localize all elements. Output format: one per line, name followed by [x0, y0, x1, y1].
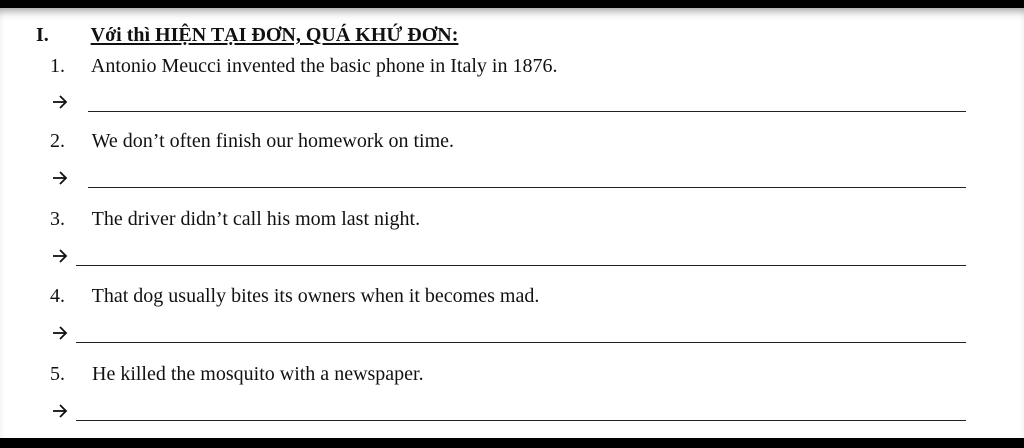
- answer-line-4: [50, 323, 966, 349]
- item-sentence: We don’t often finish our homework on time.: [91, 130, 455, 152]
- item-sentence: He killed the mosquito with a newspaper.: [92, 363, 424, 385]
- section-number: I.: [36, 24, 49, 46]
- exercise-item-4: [50, 285, 539, 308]
- item-number: 4.: [50, 285, 65, 307]
- answer-line-1: [50, 92, 966, 118]
- exercise-item-3: [50, 208, 420, 231]
- exercise-item-2: [50, 130, 454, 153]
- item-number: 3.: [50, 208, 65, 230]
- right-arrow-icon: [50, 401, 70, 421]
- section-heading: [36, 24, 458, 47]
- item-number: 1.: [50, 55, 65, 77]
- answer-line-2: [50, 168, 966, 194]
- answer-blank[interactable]: [88, 111, 966, 112]
- right-arrow-icon: [50, 92, 70, 112]
- answer-blank[interactable]: [76, 342, 966, 343]
- answer-blank[interactable]: [88, 187, 966, 188]
- answer-line-3: [50, 246, 966, 272]
- right-arrow-icon: [50, 246, 70, 266]
- worksheet-page: [0, 8, 1024, 438]
- item-sentence: The driver didn’t call his mom last night.: [91, 208, 421, 230]
- exercise-item-1: [50, 55, 557, 78]
- item-sentence: That dog usually bites its owners when it becomes mad.: [91, 285, 540, 307]
- answer-blank[interactable]: [76, 420, 966, 421]
- answer-line-5: [50, 401, 966, 427]
- item-sentence: Antonio Meucci invented the basic phone in Italy in 1876.: [90, 55, 558, 77]
- item-number: 5.: [50, 363, 65, 385]
- item-number: 2.: [50, 130, 65, 152]
- right-arrow-icon: [50, 323, 70, 343]
- answer-blank[interactable]: [76, 265, 966, 266]
- exercise-item-5: [50, 363, 424, 386]
- right-arrow-icon: [50, 168, 70, 188]
- section-title: Với thì HIỆN TẠI ĐƠN, QUÁ KHỨ ĐƠN:: [90, 24, 459, 46]
